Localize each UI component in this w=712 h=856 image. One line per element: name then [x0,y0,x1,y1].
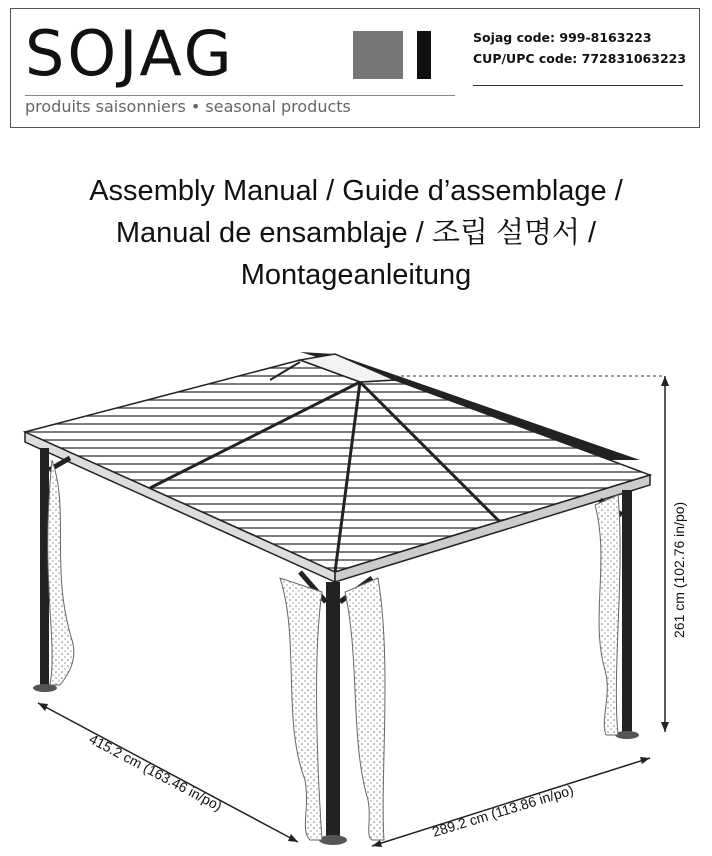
manual-title [0,170,712,296]
product-codes [473,27,686,69]
gazebo-illustration [0,340,712,856]
width-label: 289.2 cm (113.86 in/po) [430,781,576,840]
logo-square-mark [353,31,403,79]
gazebo-roof [25,354,650,582]
sojag-code: Sojag code: 999-8163223 [473,30,652,45]
title-line-1: Assembly Manual / Guide d’assemblage / [89,175,623,207]
logo-bar-mark [417,31,431,79]
brand-tagline: produits saisonniers • seasonal products [25,97,351,116]
brand-logo: SOJAG [25,17,235,90]
title-line-2: Manual de ensamblaje / 조립 설명서 / [115,217,597,249]
code-underline [473,85,683,86]
product-header [10,8,700,128]
height-label: 261 cm (102.76 in/po) [671,501,687,638]
title-line-3: Montageanleitung [240,259,472,291]
upc-code: CUP/UPC code: 772831063223 [473,51,687,66]
length-label: 415.2 cm (163.46 in/po) [86,730,225,815]
logo-divider [25,95,455,96]
